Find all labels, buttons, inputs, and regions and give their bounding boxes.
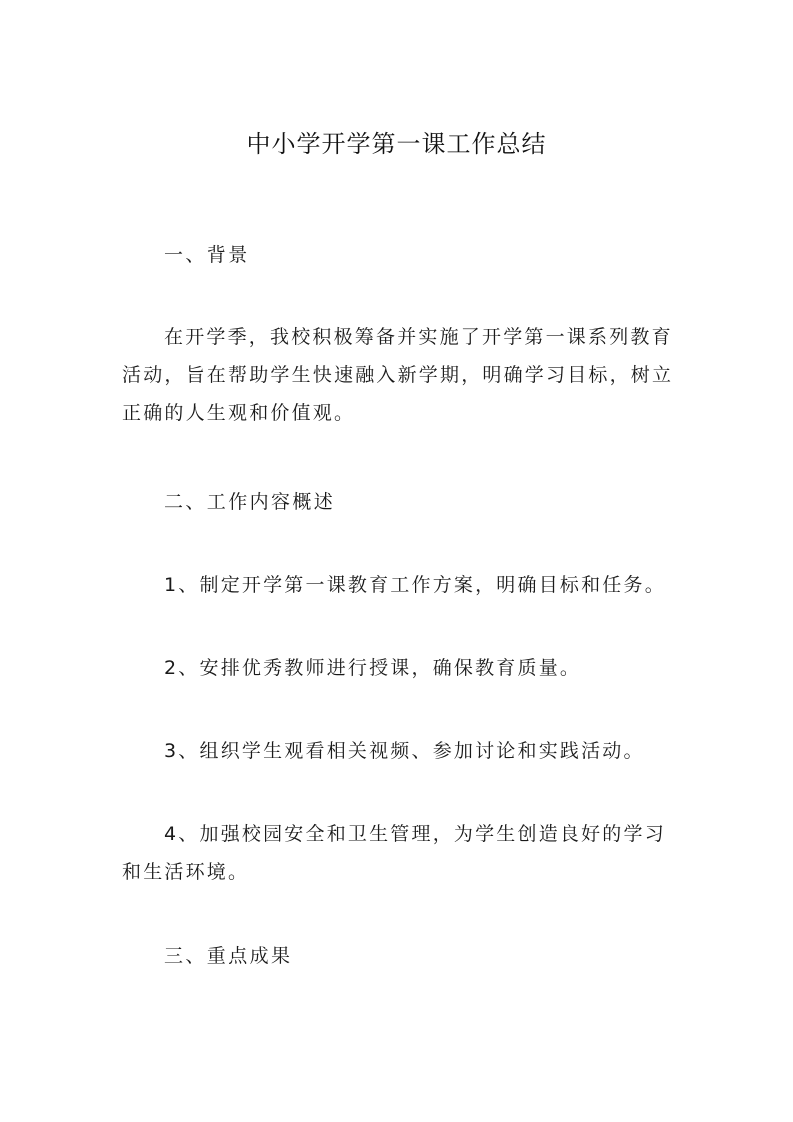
section-heading-background: 一、背景: [164, 244, 250, 266]
list-item-2: 2、安排优秀教师进行授课，确保教育质量。: [164, 657, 582, 679]
list-item-1: 1、制定开学第一课教育工作方案，明确目标和任务。: [164, 574, 666, 596]
document-title: 中小学开学第一课工作总结: [246, 130, 547, 158]
section-heading-key-results: 三、重点成果: [164, 945, 293, 967]
list-item-4: 4、加强校园安全和卫生管理，为学生创造良好的学习和生活环境。: [122, 823, 666, 883]
paragraph-background: 在开学季，我校积极筹备并实施了开学第一课系列教育活动，旨在帮助学生快速融入新学期，明确学习目标，树立正确的人生观和价值观。: [122, 326, 674, 424]
section-heading-work-overview: 二、工作内容概述: [164, 491, 336, 513]
list-item-3: 3、组织学生观看相关视频、参加讨论和实践活动。: [164, 740, 645, 762]
